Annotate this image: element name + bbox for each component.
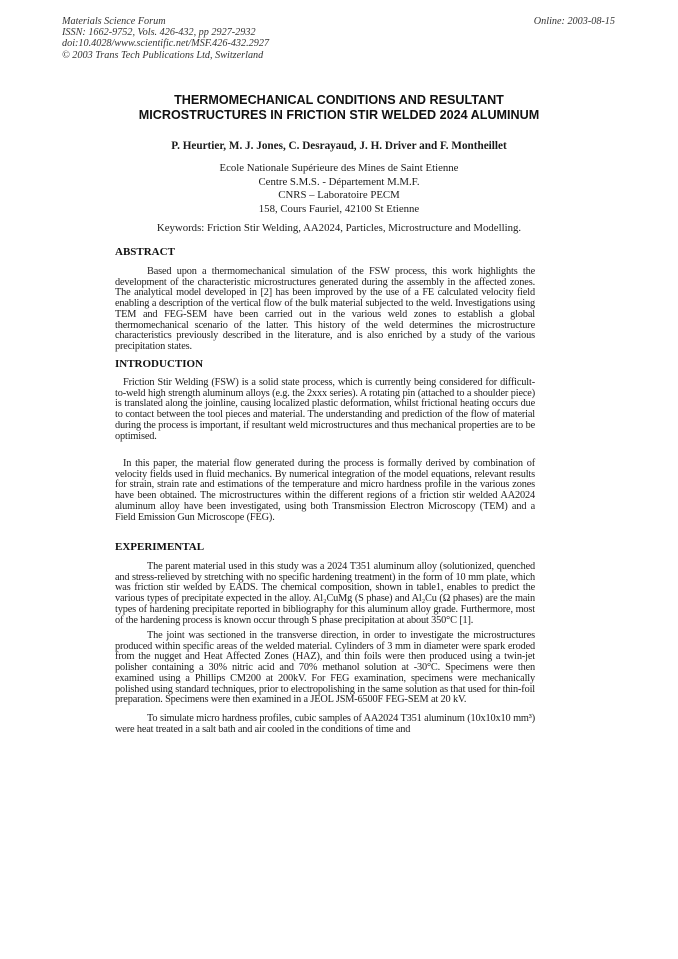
experimental-heading: EXPERIMENTAL [115, 541, 205, 553]
affiliation-line-2: Centre S.M.S. - Département M.M.F. [258, 175, 420, 188]
journal-name: Materials Science Forum [62, 16, 166, 27]
introduction-heading: INTRODUCTION [115, 358, 204, 370]
affiliation-line-3: CNRS – Laboratoire PECM [278, 189, 400, 202]
journal-header [62, 16, 269, 61]
introduction-paragraph-1: Friction Stir Welding (FSW) is a solid state process, which is currently being considered for difficult-to-weld high strength aluminum alloys (e.g. the 2xxx series). A rotating pin (attached to a shoulder piece) is translated along the joinline, causing localized plastic deformation, whilst frictional heating occurs due to contact between the tool pieces and material. The understanding and prediction of the flow of material during the process is important, if resultant weld microstructures and thus mechanical properties are to be optimised. [115, 377, 535, 442]
paper-title [80, 93, 598, 123]
title-line-1: THERMOMECHANICAL CONDITIONS AND RESULTANT [174, 93, 504, 107]
experimental-paragraph-2: The joint was sectioned in the transverse direction, in order to investigate the microstructures produced within specific areas of the welded material. Cylinders of 3 mm in diameter were spark eroded from the nugget and Heat Affected Zones (HAZ), and thin foils were then produced using a twin-jet polisher containing a 30% nitric acid and 70% methanol solution at -30°C. Specimens were then examined using a Phillips CM200 at 200kV. For FEG examination, specimens were mechanically polished using standard techniques, prior to electropolishing in the same solution as that used for thin-foil preparation. Specimens were then examined in a JEOL JSM-6500F FEG-SEM at 20 kV. [115, 630, 535, 706]
affiliation-line-4: 158, Cours Fauriel, 42100 St Etienne [258, 202, 420, 215]
affiliation [80, 162, 598, 216]
keywords: Keywords: Friction Stir Welding, AA2024, Particles, Microstructure and Modelling. [156, 222, 522, 234]
abstract-heading: ABSTRACT [115, 246, 175, 258]
online-date: Online: 2003-08-15 [533, 16, 615, 27]
abstract-text: Based upon a thermomechanical simulation of the FSW process, this work highlights the development of the characteristic microstructures generated during the assembly in the affected zones. The analytical model developed in [2] has been improved by the use of a FE calculated velocity field enabling a description of the vertical flow of the bulk material subjected to the weld. Investigations using TEM and FEG-SEM have been carried out in the various weld zones to establish a global thermomechanical scenario of the latter. This history of the weld determines the microstructure characteristics previously described in the literature, and is also enriched by a study of the various precipitation states. [115, 266, 535, 352]
doi-line[interactable]: doi:10.4028/www.scientific.net/MSF.426-432.2927 [62, 38, 270, 50]
title-line-2: MICROSTRUCTURES IN FRICTION STIR WELDED 2024 ALUMINUM [138, 108, 540, 122]
copyright-line: © 2003 Trans Tech Publications Ltd, Switzerland [62, 49, 264, 61]
experimental-paragraph-1: The parent material used in this study was a 2024 T351 aluminum alloy (solutionized, quenched and stress-relieved by stretching with no specific hardening treatment) in the form of 10 mm plate, which was friction stir welded by EADS. The chemical composition, shown in table1, enables to predict the various types of precipitate expected in the alloy. Al₂CuMg (S phase) and Al₂Cu (Ω phases) are the main types of hardening precipitate reported in bibliography for this aluminum alloy grade. Furthermore, most of the hardening process is known occur through S phase precipitation at about 350°C [1]. [115, 561, 535, 626]
affiliation-line-1: Ecole Nationale Supérieure des Mines de Saint Etienne [219, 162, 459, 174]
issn-line: ISSN: 1662-9752, Vols. 426-432, pp 2927-2932 [62, 27, 256, 39]
experimental-paragraph-3: To simulate micro hardness profiles, cubic samples of AA2024 T351 aluminum (10x10x10 mm³) were heat treated in a salt bath and air cooled in the conditions of time and [115, 713, 535, 735]
author-list: P. Heurtier, M. J. Jones, C. Desrayaud, J. H. Driver and F. Montheillet [171, 140, 507, 152]
introduction-paragraph-2: In this paper, the material flow generated during the process is formally derived by combination of velocity fields used in fluid mechanics. By numerical integration of the model equations, relevant results for strain, strain rate and estimations of the temperature and micro hardness profile in the various zones have been obtained. The microstructures within the different regions of a friction stir welded AA2024 aluminum alloy have been investigated, using both Transmission Electron Microscopy (TEM) and a Field Emission Gun Microscope (FEG). [115, 458, 535, 523]
